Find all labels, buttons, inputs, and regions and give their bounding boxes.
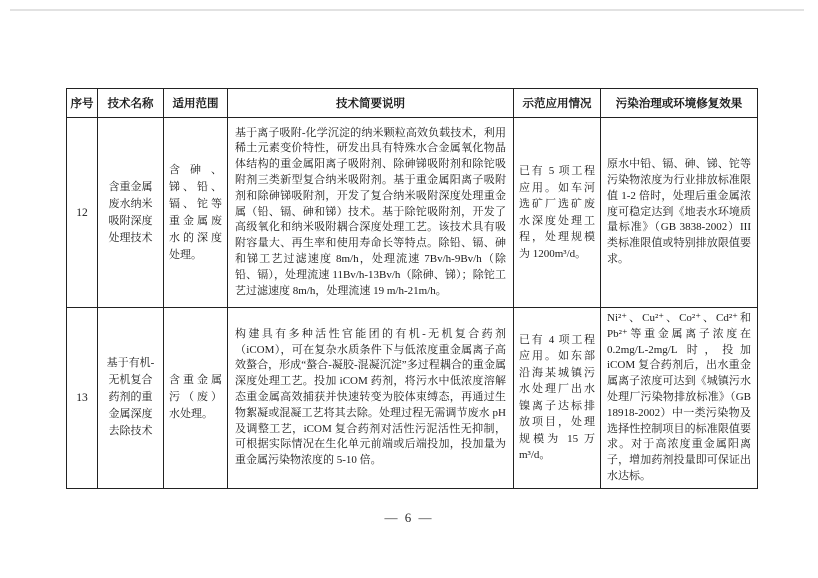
- table-row: [67, 308, 758, 489]
- row12-description: 基于离子吸附-化学沉淀的纳米颗粒高效负载技术，利用稀土元素变价特性，研发出具有特殊水合金属氧化物晶体结构的重金属阳离子吸附剂、除砷锑吸附剂和除铊吸附剂三类新型复合纳米吸附剂。基于重金属阳离子吸附剂和除砷锑吸附剂，开发了复合纳米吸附深度处理重金属（铅、镉、砷和锑）技术。基于除铊吸附剂，开发了高级氧化和纳米吸附耦合深度处理工艺。该技术具有吸附容量大、再生率和使用寿命长等特点。除铅、镉、砷和锑工艺过滤速度 8m/h，处理流速 7Bv/h-9Bv/h（除铅、镉），处理流速 11Bv/h-13Bv/h（除砷、锑）；除铊工艺过滤速度 8m/h，处理流速 19 m/h-21m/h。: [228, 118, 514, 308]
- row12-application: 已有 5 项工程应用。如车河选矿厂选矿废水深度处理工程，处理规模为 1200m³/d。: [514, 118, 601, 308]
- page-number: — 6 —: [384, 510, 434, 525]
- row13-scope: 含重金属污（废）水处理。: [164, 308, 228, 489]
- header-cell-description: 技术简要说明: [228, 89, 514, 118]
- row13-effect: Ni²⁺、Cu²⁺、Co²⁺、Cd²⁺和 Pb²⁺等重金属离子浓度在 0.2mg/L-2mg/L 时，投加 iCOM 复合药剂后，出水重金属离子浓度可达到《城镇污水处理厂污染物排放标准》（GB 18918-2002）中一类污染物及选择性控制项目的标准限值要求。对于高浓度重金属阳离子，增加药剂投量即可保证出水达标。: [601, 308, 758, 489]
- scan-artifact-line: [10, 9, 804, 11]
- row13-no: 13: [67, 308, 98, 489]
- header-cell-effect: 污染治理或环境修复效果: [601, 89, 758, 118]
- header-cell-name: 技术名称: [98, 89, 164, 118]
- header-cell-application: 示范应用情况: [514, 89, 601, 118]
- row13-application: 已有 4 项工程应用。如东部沿海某城镇污水处理厂出水镍离子达标排放项目，处理规模为 15 万m³/d。: [514, 308, 601, 489]
- table-header-row: [67, 89, 758, 118]
- header-cell-scope: 适用范围: [164, 89, 228, 118]
- technology-table: [66, 88, 758, 489]
- table-row: [67, 118, 758, 308]
- row12-scope: 含砷、锑、铅、镉、铊等重金属废水的深度处理。: [164, 118, 228, 308]
- row12-effect: 原水中铅、镉、砷、锑、铊等污染物浓度为行业排放标准限值 1-2 倍时，处理后重金属浓度可稳定达到《地表水环境质量标准》（GB 3838-2002）III类标准限值或特别排放限值要求。: [601, 118, 758, 308]
- row12-no: 12: [67, 118, 98, 308]
- row12-tech-name: 含重金属废水纳米吸附深度处理技术: [98, 118, 164, 308]
- header-cell-no: 序号: [67, 89, 98, 118]
- row13-tech-name: 基于有机-无机复合药剂的重金属深度去除技术: [98, 308, 164, 489]
- row13-description: 构建具有多种活性官能团的有机-无机复合药剂（iCOM），可在复杂水质条件下与低浓度重金属离子高效螯合，形成“螯合-凝胶-混凝沉淀”多过程耦合的重金属深度处理工艺。投加 iCOM 药剂，将污水中低浓度溶解态重金属高效捕获并快速转变为胶体束缚态，再通过生物絮凝或混凝工艺将其去除。处理过程无需调节废水 pH 及调整工艺，iCOM 复合药剂对活性污泥活性无抑制，可根据实际情况在生化单元前端或后端投加，投加量为重金属污染物浓度的 5-10 倍。: [228, 308, 514, 489]
